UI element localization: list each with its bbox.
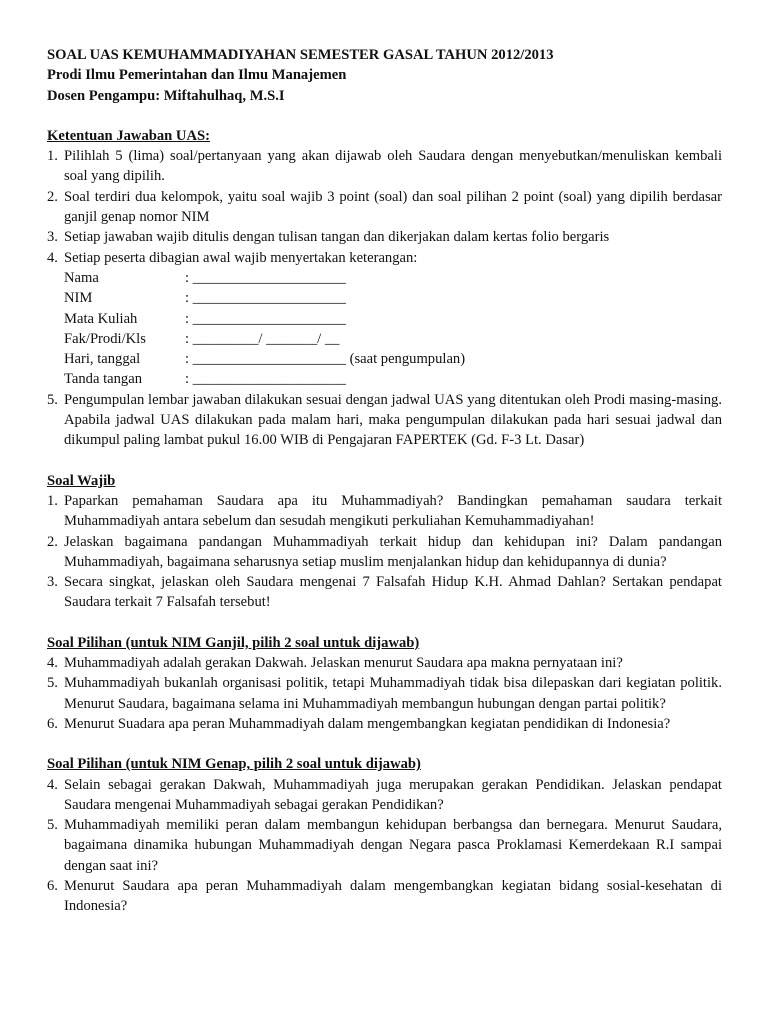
question-text: Muhammadiyah adalah gerakan Dakwah. Jelaskan menurut Saudara apa makna pernyataan ini? <box>64 655 623 672</box>
item-number: 5. <box>47 675 58 692</box>
question-item <box>47 775 722 816</box>
item-number: 5. <box>47 817 58 834</box>
question-item <box>47 653 722 673</box>
item-number: 1. <box>47 492 58 509</box>
item-number: 4. <box>47 655 58 672</box>
question-item <box>47 532 722 573</box>
item-number: 4. <box>47 249 58 266</box>
question-item <box>47 572 722 613</box>
field-row <box>64 309 722 329</box>
section-heading: Soal Wajib <box>47 472 116 489</box>
program-name: Prodi Ilmu Pemerintahan dan Ilmu Manajemen <box>47 67 347 84</box>
item-text: Setiap jawaban wajib ditulis dengan tulisan tangan dan dikerjakan dalam kertas folio bergaris <box>64 229 610 246</box>
item-number: 2. <box>47 188 58 205</box>
section-ketentuan <box>47 126 722 451</box>
field-row <box>64 329 722 349</box>
item-number: 2. <box>47 533 58 550</box>
exam-title: SOAL UAS KEMUHAMMADIYAHAN SEMESTER GASAL TAHUN 2012/2013 <box>47 47 554 63</box>
item-text: Pilihlah 5 (lima) soal/pertanyaan yang akan dijawab oleh Saudara dengan menyebutkan/menuliskan kembali soal yang dipilih. <box>64 148 722 185</box>
field-row <box>64 369 722 389</box>
identity-fields <box>47 268 722 390</box>
question-text: Secara singkat, jelaskan oleh Saudara mengenai 7 Falsafah Hidup K.H. Ahmad Dahlan? Sertakan pendapat Saudara terkait 7 Falsafah tersebut! <box>64 574 722 611</box>
section-soal-genap <box>47 754 722 916</box>
question-item <box>47 876 722 917</box>
section-heading: Soal Pilihan (untuk NIM Ganjil, pilih 2 soal untuk dijawab) <box>47 634 420 651</box>
item-number: 6. <box>47 715 58 732</box>
question-text: Muhammadiyah bukanlah organisasi politik, tetapi Muhammadiyah tidak bisa dilepaskan dari kegiatan politik. Menurut Saudara, bagaimana selama ini Muhammadiyah membangun hubungan dengan partai politik? <box>64 675 722 712</box>
document-header <box>47 45 722 106</box>
item-number: 1. <box>47 148 58 165</box>
section-heading: Ketentuan Jawaban UAS: <box>47 127 210 144</box>
item-text: Setiap peserta dibagian awal wajib menyertakan keterangan: <box>64 249 418 266</box>
question-text: Jelaskan bagaimana pandangan Muhammadiyah terkait hidup dan kehidupan ini? Dalam pandangan Muhammadiyah, bagaimana seharusnya setiap muslim menjalankan hidup dan kehidupannya di dunia? <box>64 533 722 570</box>
field-label: NIM <box>64 290 93 307</box>
question-text: Menurut Saudara apa peran Muhammadiyah dalam mengembangkan kegiatan bidang sosial-kesehatan di Indonesia? <box>64 877 722 915</box>
question-item <box>47 491 722 532</box>
section-soal-ganjil <box>47 633 722 734</box>
field-label: Nama <box>64 269 99 286</box>
field-row <box>64 268 722 288</box>
field-blank: : _____________________ <box>185 371 346 388</box>
field-blank: : _____________________ <box>185 310 346 327</box>
item-number: 5. <box>47 391 58 408</box>
item-number: 3. <box>47 574 58 591</box>
field-blank: : _____________________ <box>185 269 346 286</box>
field-blank: : _____________________ (saat pengumpulan) <box>185 351 466 368</box>
list-item <box>47 227 722 247</box>
field-label: Tanda tangan <box>64 371 142 388</box>
field-label: Hari, tanggal <box>64 351 141 368</box>
item-number: 4. <box>47 776 58 793</box>
question-item <box>47 815 722 876</box>
field-blank: : _____________________ <box>185 290 346 307</box>
list-item <box>47 248 722 268</box>
question-text: Paparkan pemahaman Saudara apa itu Muhammadiyah? Bandingkan pemahaman saudara terkait Muhammadiyah antara sebelum dan sesudah mengikuti perkuliahan Kemuhammadiyahan! <box>64 492 722 530</box>
question-text: Muhammadiyah memiliki peran dalam membangun kehidupan berbangsa dan bernegara. Menurut Saudara, bagaimana dinamika hubungan Muhammadiyah dengan Negara pasca Proklamasi Kemerdekaan R.I sampai dengan saat ini? <box>64 817 722 874</box>
question-text: Menurut Suadara apa peran Muhammadiyah dalam mengembangkan kegiatan pendidikan di Indonesia? <box>64 715 671 732</box>
question-item <box>47 714 722 734</box>
item-number: 3. <box>47 229 58 246</box>
item-text: Pengumpulan lembar jawaban dilakukan sesuai dengan jadwal UAS yang ditentukan oleh Prodi masing-masing. Apabila jadwal UAS dilakukan pada malam hari, maka pengumpulan dilakukan pada hari sesuai jadwal dan dikumpul paling lambat pukul 16.00 WIB di Pengajaran FAPERTEK (Gd. F-3 Lt. Dasar) <box>64 391 722 449</box>
section-heading: Soal Pilihan (untuk NIM Genap, pilih 2 soal untuk dijawab) <box>47 756 421 773</box>
field-blank: : _________/ _______/ __ <box>185 330 340 347</box>
field-label: Fak/Prodi/Kls <box>64 330 146 347</box>
lecturer-name: Dosen Pengampu: Miftahulhaq, M.S.I <box>47 87 285 104</box>
question-text: Selain sebagai gerakan Dakwah, Muhammadiyah juga merupakan gerakan Pendidikan. Jelaskan pendapat Saudara mengenai Muhammadiyah sebagai gerakan Pendidikan? <box>64 776 722 813</box>
list-item <box>47 187 722 228</box>
list-item <box>47 146 722 187</box>
field-row <box>64 288 722 308</box>
item-text: Soal terdiri dua kelompok, yaitu soal wajib 3 point (soal) dan soal pilihan 2 point (soal) yang dipilih berdasar ganjil genap nomor NIM <box>64 188 722 226</box>
list-item <box>47 390 722 451</box>
section-soal-wajib <box>47 471 722 613</box>
field-label: Mata Kuliah <box>64 310 138 327</box>
field-row <box>64 349 722 369</box>
question-item <box>47 673 722 714</box>
item-number: 6. <box>47 877 58 894</box>
